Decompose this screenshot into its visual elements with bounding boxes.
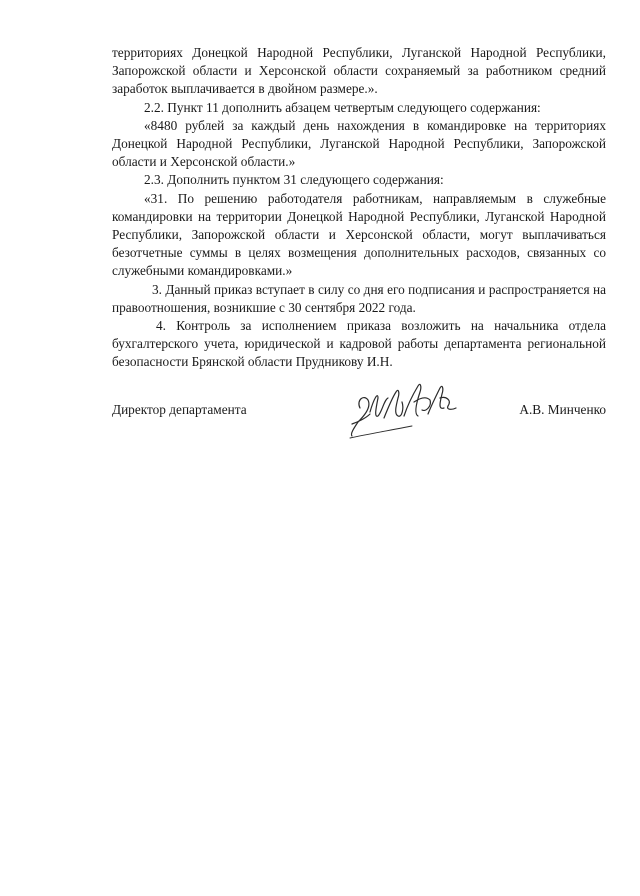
paragraph-item-2-3: 2.3. Дополнить пунктом 31 следующего содержания: — [144, 172, 444, 188]
paragraph-quote-31: «31. По решению работодателя работникам, направляемым в служебные командировки на территории Донецкой Народной Республики, Луганской Народной Республики, Запорожской области и Херсонской области, могут выплачиваться безотчетные суммы в целях возмещения дополнительных расходов, связанных со служебными командировками.» — [112, 190, 606, 279]
paragraph-quote-8480: «8480 рублей за каждый день нахождения в командировке на территориях Донецкой Народной Республики, Луганской Народной Республики, Запорожской области и Херсонской области.» — [112, 117, 606, 170]
paragraph-continuation: территориях Донецкой Народной Республики, Луганской Народной Республики, Запорожской области и Херсонской области сохраняемый за работником средний заработок выплачивается в двойном размере.». — [112, 45, 606, 97]
paragraph-item-2-2: 2.2. Пункт 11 дополнить абзацем четвертым следующего содержания: — [144, 99, 541, 115]
paragraph-item-3: 3. Данный приказ вступает в силу со дня его подписания и распространяется на правоотношения, возникшие с 30 сентября 2022 года. — [112, 281, 606, 315]
handwritten-signature — [348, 378, 460, 440]
document-body — [112, 44, 606, 372]
paragraph-item-4: 4. Контроль за исполнением приказа возложить на начальника отдела бухгалтерского учета, юридической и кадровой работы департамента региональной безопасности Брянской области Прудникову И.Н. — [112, 318, 606, 370]
signatory-name: А.В. Минченко — [519, 402, 606, 417]
signatory-position: Директор департамента — [112, 402, 247, 417]
